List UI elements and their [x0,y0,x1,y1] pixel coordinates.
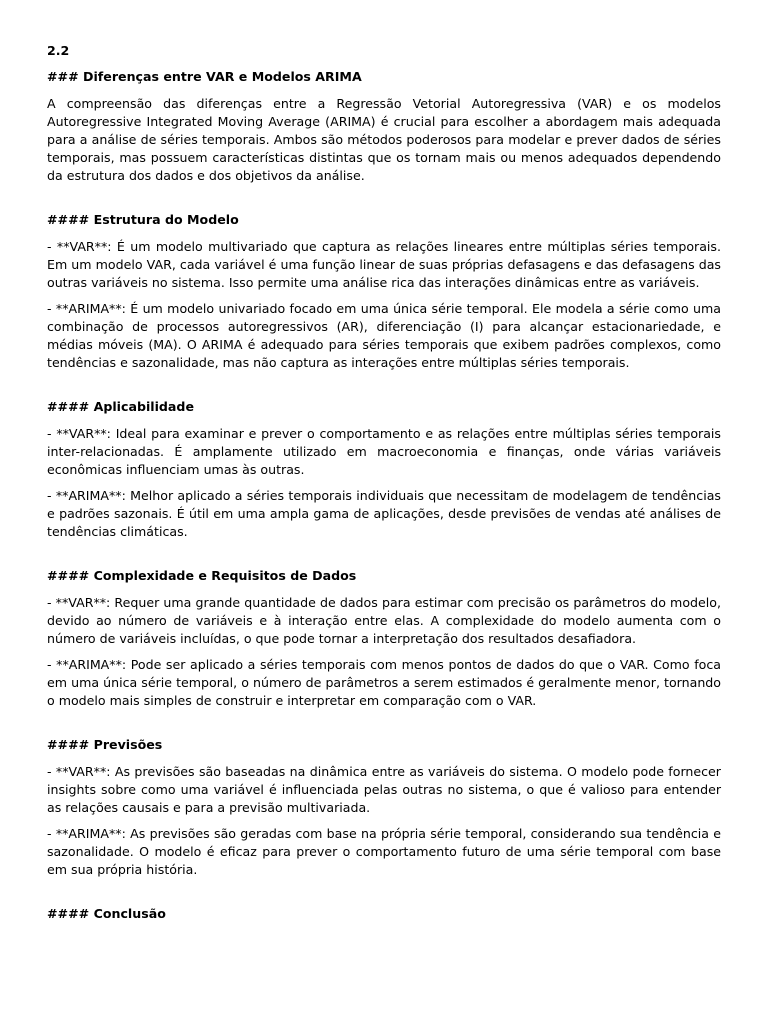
section-heading: #### Conclusão [47,906,166,921]
section-previsoes [47,736,721,879]
section-heading: #### Aplicabilidade [47,399,194,414]
page-number: 2.2 [47,43,70,58]
section-estrutura-do-modelo [47,211,721,372]
paragraph-arima: - **ARIMA**: Melhor aplicado a séries temporais individuais que necessitam de modelagem de tendências e padrões sazonais. É útil em uma ampla gama de aplicações, desde previsões de vendas até análises de tendências climáticas. [47,488,721,539]
section-conclusao [47,905,721,923]
section-heading: #### Previsões [47,737,163,752]
paragraph-arima: - **ARIMA**: As previsões são geradas com base na própria série temporal, considerando sua tendência e sazonalidade. O modelo é eficaz para prever o comportamento futuro de uma série temporal com base em sua própria história. [47,826,721,877]
paragraph-var: - **VAR**: Requer uma grande quantidade de dados para estimar com precisão os parâmetros do modelo, devido ao número de variáveis e à interação entre elas. A complexidade do modelo aumenta com o número de variáveis incluídas, o que pode tornar a interpretação dos resultados desafiadora. [47,595,721,646]
paragraph-arima: - **ARIMA**: Pode ser aplicado a séries temporais com menos pontos de dados do que o VAR. Como foca em uma única série temporal, o número de parâmetros a serem estimados é geralmente menor, tornando o modelo mais simples de construir e interpretar em comparação com o VAR. [47,657,721,708]
paragraph-var: - **VAR**: É um modelo multivariado que captura as relações lineares entre múltiplas séries temporais. Em um modelo VAR, cada variável é uma função linear de suas próprias defasagens e das defasagens das outras variáveis no sistema. Isso permite uma análise rica das interações dinâmicas entre as variáveis. [47,239,721,290]
section-heading: #### Complexidade e Requisitos de Dados [47,568,357,583]
intro-paragraph: A compreensão das diferenças entre a Regressão Vetorial Autoregressiva (VAR) e os modelos Autoregressive Integrated Moving Average (ARIMA) é crucial para escolher a abordagem mais adequada para a análise de séries temporais. Ambos são métodos poderosos para modelar e prever dados de séries temporais, mas possuem características distintas que os tornam mais ou menos adequados dependendo da estrutura dos dados e dos objetivos da análise. [47,96,721,183]
section-complexidade [47,567,721,710]
section-heading: #### Estrutura do Modelo [47,212,239,227]
paragraph-var: - **VAR**: As previsões são baseadas na dinâmica entre as variáveis do sistema. O modelo pode fornecer insights sobre como uma variável é influenciada pelas outras no sistema, o que é valioso para entender as relações causais e para a previsão multivariada. [47,764,721,815]
paragraph-arima: - **ARIMA**: É um modelo univariado focado em uma única série temporal. Ele modela a série como uma combinação de processos autoregressivos (AR), diferenciação (I) para alcançar estacionariedade, e médias móveis (MA). O ARIMA é adequado para séries temporais que exibem padrões complexos, como tendências e sazonalidade, mas não captura as interações entre múltiplas séries temporais. [47,301,721,370]
section-aplicabilidade [47,398,721,541]
paragraph-var: - **VAR**: Ideal para examinar e prever o comportamento e as relações entre múltiplas séries temporais inter-relacionadas. É amplamente utilizado em macroeconomia e finanças, onde várias variáveis econômicas influenciam umas às outras. [47,426,721,477]
document-title: ### Diferenças entre VAR e Modelos ARIMA [47,69,362,84]
